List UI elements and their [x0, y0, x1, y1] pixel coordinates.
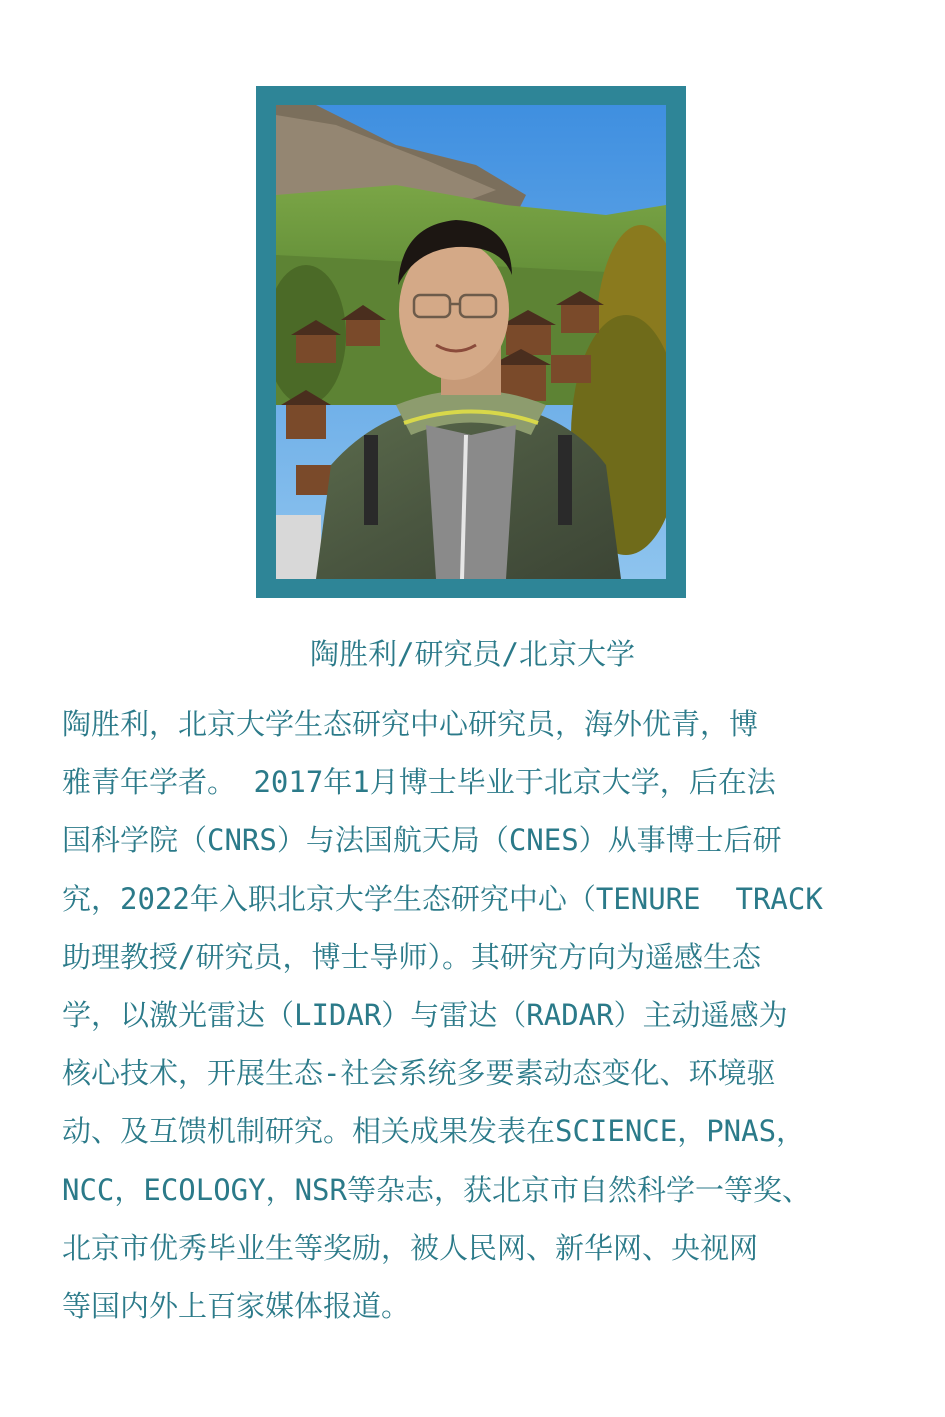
bio-line: 北京市优秀毕业生等奖励，被人民网、新华网、央视网	[62, 1230, 759, 1265]
bio-line: 雅青年学者。 2017年1月博士毕业于北京大学，后在法	[62, 765, 776, 800]
bio-line: 动、及互馈机制研究。相关成果发表在SCIENCE，PNAS，	[62, 1114, 806, 1149]
bio-paragraph	[62, 695, 892, 1335]
bio-line: 学，以激光雷达（LIDAR）与雷达（RADAR）主动遥感为	[62, 997, 788, 1032]
bio-line: 究，2022年入职北京大学生态研究中心（TENURE TRACK	[62, 881, 823, 916]
bio-line: 陶胜利，北京大学生态研究中心研究员，海外优青，博	[62, 707, 759, 741]
portrait-photo	[276, 105, 666, 579]
photo-frame	[256, 86, 686, 598]
bio-line: 助理教授/研究员，博士导师）。其研究方向为遥感生态	[62, 939, 761, 974]
bio-line: 国科学院（CNRS）与法国航天局（CNES）从事博士后研	[62, 823, 782, 858]
bio-line: 核心技术，开展生态-社会系统多要素动态变化、环境驱	[62, 1056, 776, 1091]
bio-line: NCC，ECOLOGY，NSR等杂志，获北京市自然科学一等奖、	[62, 1172, 811, 1207]
profile-caption: 陶胜利/研究员/北京大学	[310, 637, 635, 671]
bio-line: 等国内外上百家媒体报道。	[62, 1288, 411, 1323]
